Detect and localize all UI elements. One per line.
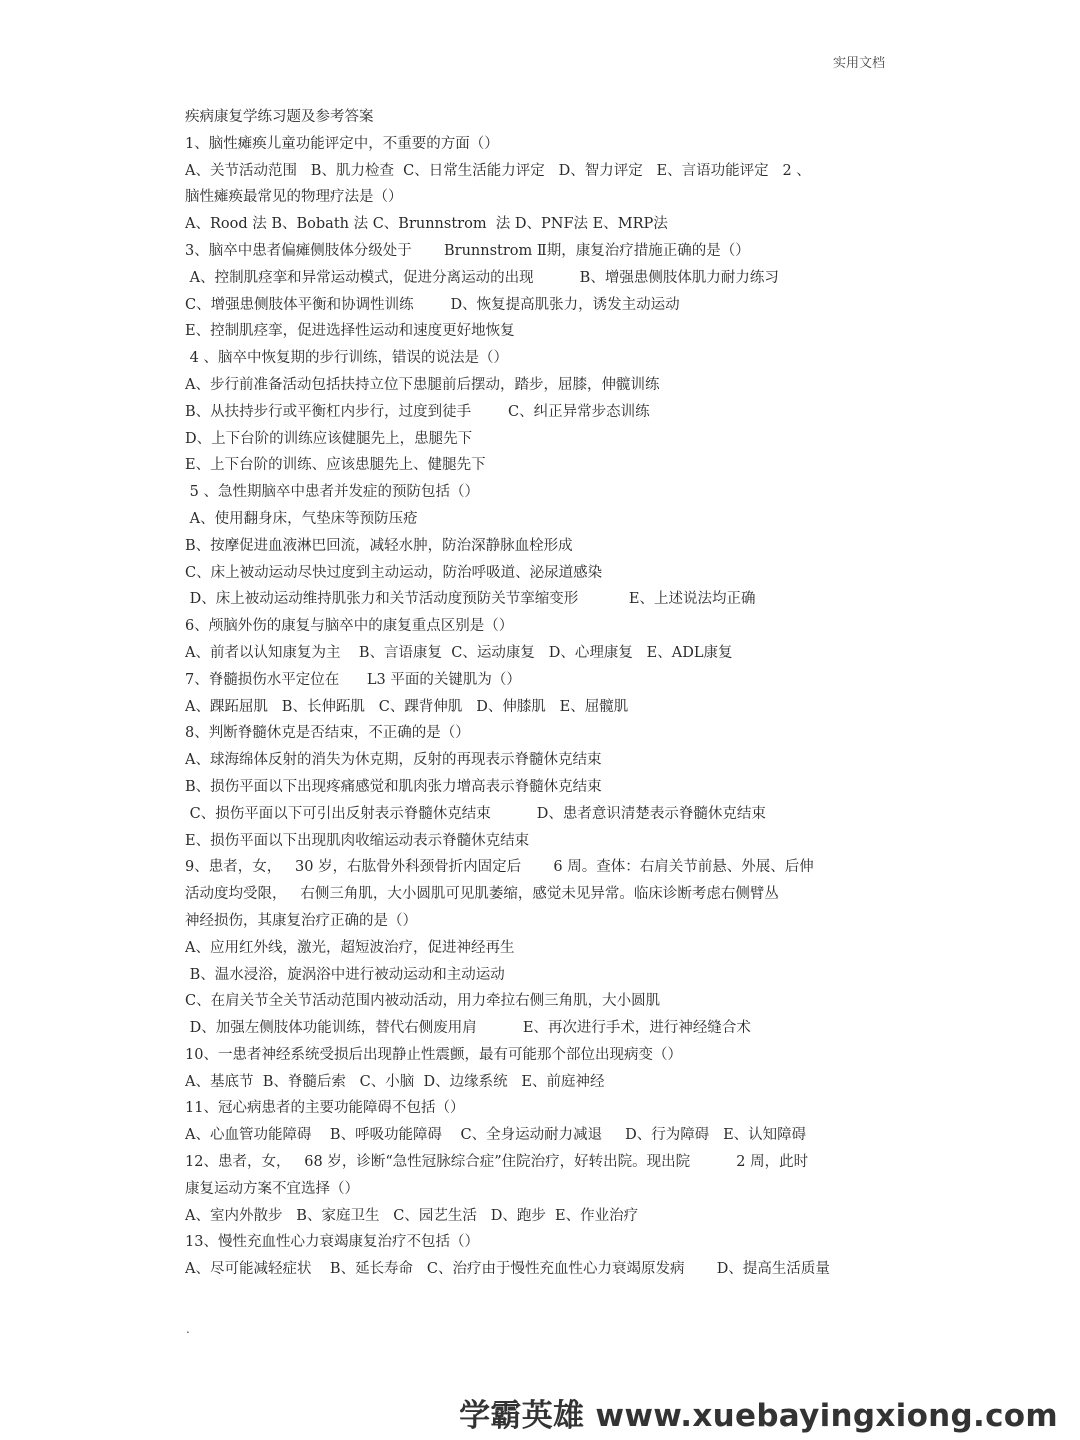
text-line: D、床上被动运动维持肌张力和关节活动度预防关节挛缩变形 E、上述说法均正确 [185, 591, 756, 608]
text-line: 10、一患者神经系统受损后出现静止性震颤，最有可能那个部位出现病变（） [185, 1046, 682, 1063]
text-line: A、心血管功能障碍 B、呼吸功能障碍 C、全身运动耐力减退 D、行为障碍 E、认知障碍 [185, 1127, 807, 1144]
text-line: 脑性瘫痪最常见的物理疗法是（） [185, 189, 403, 206]
text-line: 神经损伤，其康复治疗正确的是（） [185, 912, 417, 929]
text-line: E、损伤平面以下出现肌肉收缩运动表示脊髓休克结束 [185, 832, 530, 849]
text-line: A、踝跖屈肌 B、长伸跖肌 C、踝背伸肌 D、伸膝肌 E、屈髋肌 [185, 698, 629, 715]
text-line: B、温水浸浴，旋涡浴中进行被动运动和主动运动 [185, 966, 505, 983]
text-line: A、应用红外线，激光，超短波治疗，促进神经再生 [185, 939, 515, 956]
text-line: 6、颅脑外伤的康复与脑卒中的康复重点区别是（） [185, 618, 514, 635]
text-line: E、控制肌痉挛，促进选择性运动和速度更好地恢复 [185, 323, 515, 340]
text-line: C、床上被动运动尽快过度到主动运动，防治呼吸道、泌尿道感染 [185, 564, 603, 581]
text-line: A、Rood 法 B、Bobath 法 C、Brunnstrom 法 D、PNF法 E、MRP法 [185, 216, 668, 233]
text-line: B、按摩促进血液淋巴回流，减轻水肿，防治深静脉血栓形成 [185, 537, 573, 554]
text-line: A、室内外散步 B、家庭卫生 C、园艺生活 D、跑步 E、作业治疗 [185, 1207, 639, 1224]
text-line: 1、脑性瘫痪儿童功能评定中，不重要的方面（） [185, 135, 499, 152]
text-line: D、上下台阶的训练应该健腿先上，患腿先下 [185, 430, 473, 447]
text-line: 4 、脑卒中恢复期的步行训练，错误的说法是（） [185, 350, 508, 367]
text-line: 13、慢性充血性心力衰竭康复治疗不包括（） [185, 1234, 479, 1251]
text-line: 9、患者，女， 30 岁，右肱骨外科颈骨折内固定后 6 周。查体：右肩关节前悬、外展、后伸 [185, 859, 814, 876]
text-line: 康复运动方案不宜选择（） [185, 1180, 359, 1197]
text-line: A、关节活动范围 B、肌力检查 C、日常生活能力评定 D、智力评定 E、言语功能评定 2 、 [185, 162, 811, 179]
text-line: C、在肩关节全关节活动范围内被动活动，用力牵拉右侧三角肌，大小圆肌 [185, 993, 661, 1010]
text-line: 3、脑卒中患者偏瘫侧肢体分级处于 Brunnstrom Ⅱ期，康复治疗措施正确的是（） [185, 242, 750, 259]
header-tag: 实用文档 [833, 56, 886, 71]
text-line: A、球海绵体反射的消失为休克期，反射的再现表示脊髓休克结束 [185, 752, 602, 769]
text-line: A、使用翻身床，气垫床等预防压疮 [185, 510, 418, 527]
text-line: A、步行前准备活动包括扶持立位下患腿前后摆动，踏步，屈膝，伸髋训练 [185, 376, 660, 393]
text-line: 12、患者，女， 68 岁，诊断“急性冠脉综合症”住院治疗，好转出院。现出院 2 周，此时 [185, 1154, 809, 1171]
text-line: C、损伤平面以下可引出反射表示脊髓休克结束 D、患者意识清楚表示脊髓休克结束 [185, 805, 766, 822]
text-line: 11、冠心病患者的主要功能障碍不包括（） [185, 1100, 465, 1117]
text-line: A、尽可能减轻症状 B、延长寿命 C、治疗由于慢性充血性心力衰竭原发病 D、提高生活质量 [185, 1261, 830, 1278]
text-line: E、上下台阶的训练、应该患腿先上、健腿先下 [185, 457, 486, 474]
text-line: 7、脊髓损伤水平定位在 L3 平面的关键肌为（） [185, 671, 521, 688]
text-line: D、加强左侧肢体功能训练，替代右侧废用肩 E、再次进行手术，进行神经缝合术 [185, 1020, 751, 1037]
page-dot: . [186, 1322, 190, 1336]
text-line: A、控制肌痉挛和异常运动模式，促进分离运动的出现 B、增强患侧肢体肌力耐力练习 [185, 269, 779, 286]
text-line: 8、判断脊髓休克是否结束，不正确的是（） [185, 725, 470, 742]
site-watermark: 学霸英雄 www.xuebayingxiong.com [459, 1398, 1058, 1434]
text-line: 5 、急性期脑卒中患者并发症的预防包括（） [185, 484, 479, 501]
text-line: A、基底节 B、脊髓后索 C、小脑 D、边缘系统 E、前庭神经 [185, 1073, 605, 1090]
text-line: C、增强患侧肢体平衡和协调性训练 D、恢复提高肌张力，诱发主动运动 [185, 296, 680, 313]
document-title: 疾病康复学练习题及参考答案 [185, 109, 374, 125]
text-line: 活动度均受限， 右侧三角肌，大小圆肌可见肌萎缩，感觉未见异常。临床诊断考虑右侧臂丛 [185, 886, 779, 903]
text-line: B、损伤平面以下出现疼痛感觉和肌肉张力增高表示脊髓休克结束 [185, 778, 602, 795]
text-line: A、前者以认知康复为主 B、言语康复 C、运动康复 D、心理康复 E、ADL康复 [185, 644, 733, 661]
document-body [185, 104, 905, 1283]
text-line: B、从扶持步行或平衡杠内步行，过度到徒手 C、纠正异常步态训练 [185, 403, 650, 420]
